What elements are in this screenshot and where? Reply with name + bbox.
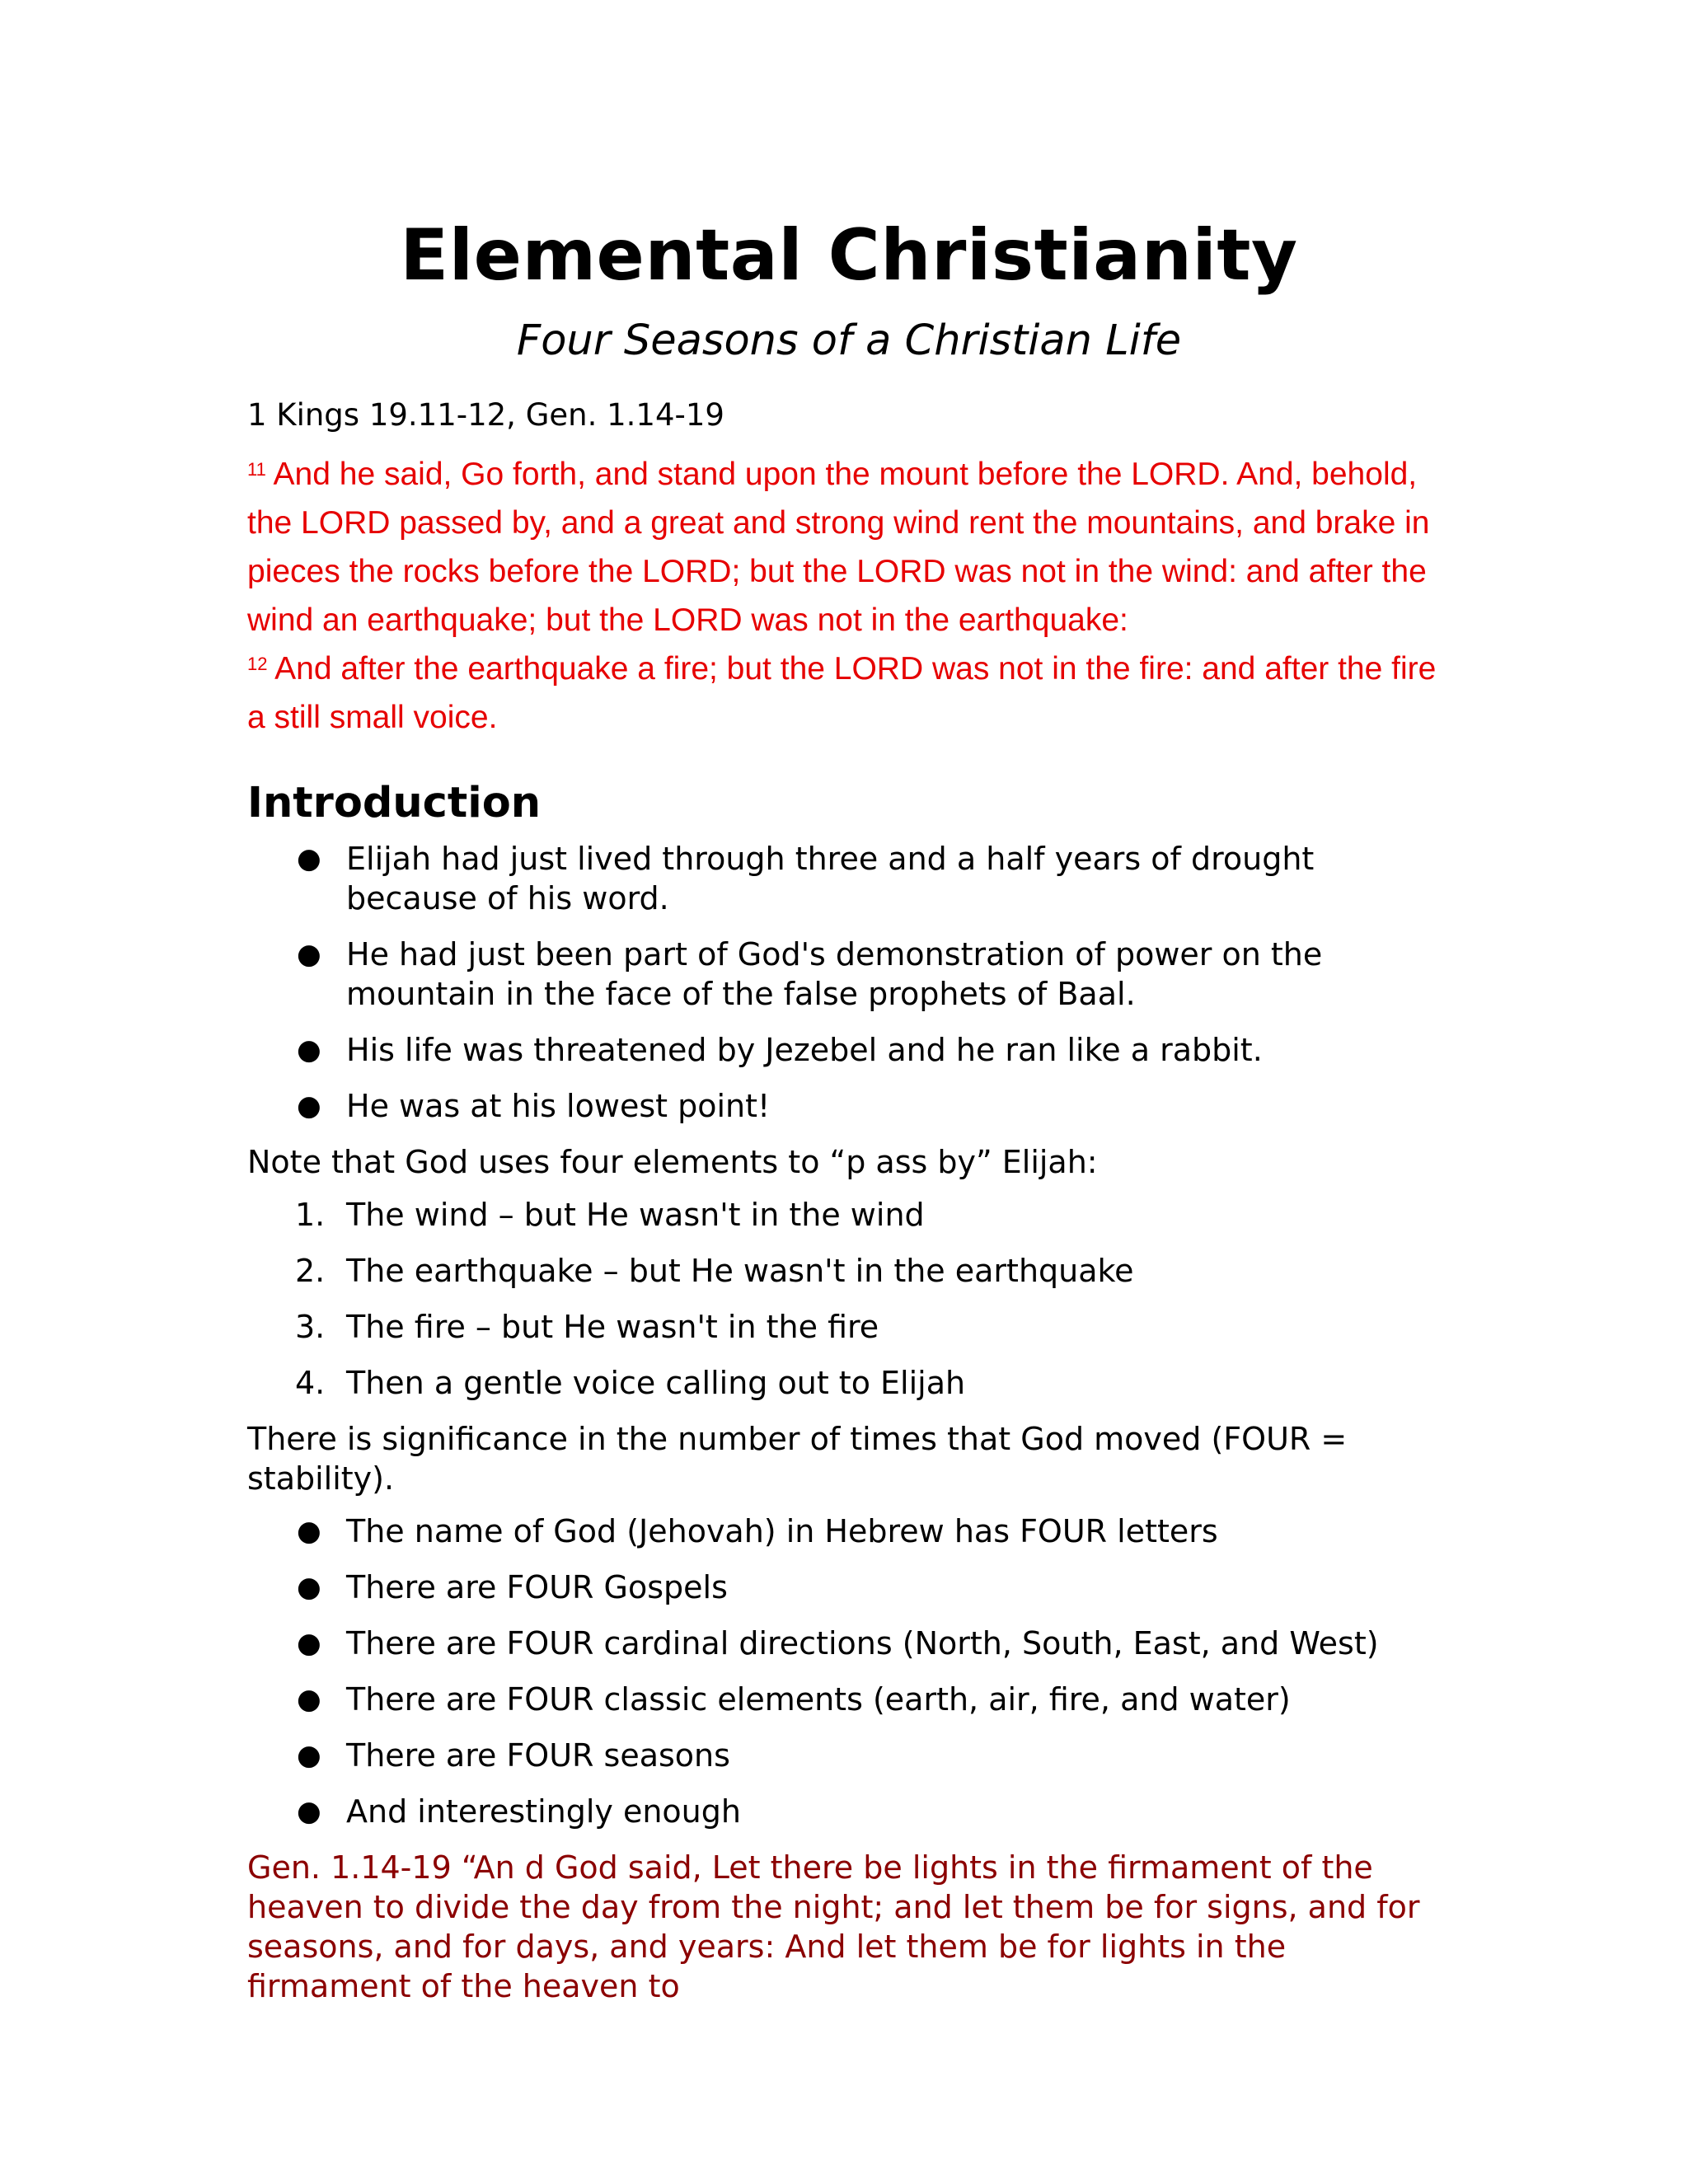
elijah-bullet-list	[247, 839, 1451, 1126]
introduction-heading: Introduction	[247, 779, 542, 827]
list-item	[247, 1195, 1451, 1235]
four-bullet-list	[247, 1511, 1451, 1831]
list-item-text: He was at his lowest point!	[346, 1088, 771, 1124]
list-number: 4.	[295, 1365, 326, 1401]
list-item-text: Elijah had just lived through three and a half years of drought because of his word.	[346, 841, 1315, 916]
elements-numbered-list	[247, 1195, 1451, 1403]
list-item-text: There are FOUR seasons	[346, 1737, 730, 1774]
verse-number-12: 12	[247, 654, 268, 674]
list-item	[247, 1511, 1451, 1551]
document-page	[247, 206, 1451, 2006]
document-subtitle: Four Seasons of a Christian Life	[516, 316, 1182, 365]
bullet-icon: ●	[297, 1683, 321, 1716]
genesis-passage: Gen. 1.14-19 “An d God said, Let there be lights in the firmament of the heaven to divide the day from the night; and let them be for signs, and for seasons, and for days, and years: And let them be for lights in the firmament of the heaven to	[247, 1849, 1420, 2004]
list-item	[247, 1086, 1451, 1126]
list-item	[247, 1030, 1451, 1070]
list-number: 2.	[295, 1253, 326, 1289]
list-item-text: The wind – but He wasn't in the wind	[346, 1197, 925, 1233]
significance-text: There is significance in the number of times that God moved (FOUR = stability).	[247, 1421, 1348, 1497]
list-item-text: His life was threatened by Jezebel and he ran like a rabbit.	[346, 1032, 1263, 1068]
bullet-icon: ●	[297, 1739, 321, 1772]
list-item-text: There are FOUR Gospels	[346, 1569, 728, 1605]
bullet-icon: ●	[297, 1571, 321, 1604]
bullet-icon: ●	[297, 1795, 321, 1828]
bullet-icon: ●	[297, 842, 321, 875]
list-item	[247, 1680, 1451, 1719]
list-number: 1.	[295, 1197, 326, 1233]
list-item-text: He had just been part of God's demonstration of power on the mountain in the face of the false prophets of Baal.	[346, 936, 1323, 1012]
list-item	[247, 1363, 1451, 1403]
list-item-text: There are FOUR classic elements (earth, air, fire, and water)	[346, 1681, 1291, 1718]
list-item	[247, 839, 1451, 918]
bullet-icon: ●	[297, 938, 321, 971]
list-item	[247, 1251, 1451, 1291]
list-item	[247, 1736, 1451, 1775]
elements-intro-text: Note that God uses four elements to “p ass by” Elijah:	[247, 1144, 1098, 1180]
bullet-icon: ●	[297, 1627, 321, 1660]
list-number: 3.	[295, 1309, 326, 1345]
list-item	[247, 935, 1451, 1014]
list-item	[247, 1624, 1451, 1663]
list-item-text: The earthquake – but He wasn't in the earthquake	[346, 1253, 1134, 1289]
verse-12-text: And after the earthquake a fire; but the LORD was not in the fire: and after the fire a still small voice.	[247, 651, 1437, 735]
bullet-icon: ●	[297, 1515, 321, 1548]
bullet-icon: ●	[297, 1033, 321, 1066]
verse-11-text: And he said, Go forth, and stand upon the mount before the LORD. And, behold, the LORD passed by, and a great and strong wind rent the mountains, and brake in pieces the rocks before the LORD; but the LORD was not in the wind: and after the wind an earthquake; but the LORD was not in the earthquake:	[247, 457, 1430, 638]
document-title: Elemental Christianity	[400, 214, 1298, 297]
list-item-text: There are FOUR cardinal directions (North, South, East, and West)	[346, 1625, 1379, 1661]
list-item-text: The fire – but He wasn't in the fire	[346, 1309, 879, 1345]
list-item	[247, 1792, 1451, 1831]
list-item-text: Then a gentle voice calling out to Elijah	[346, 1365, 966, 1401]
scripture-references: 1 Kings 19.11-12, Gen. 1.14-19	[247, 397, 724, 433]
bullet-icon: ●	[297, 1090, 321, 1122]
list-item-text: The name of God (Jehovah) in Hebrew has FOUR letters	[346, 1513, 1218, 1549]
scripture-passage	[247, 450, 1451, 742]
verse-number-11: 11	[247, 459, 266, 480]
list-item	[247, 1307, 1451, 1347]
list-item-text: And interestingly enough	[346, 1793, 741, 1830]
list-item	[247, 1568, 1451, 1607]
